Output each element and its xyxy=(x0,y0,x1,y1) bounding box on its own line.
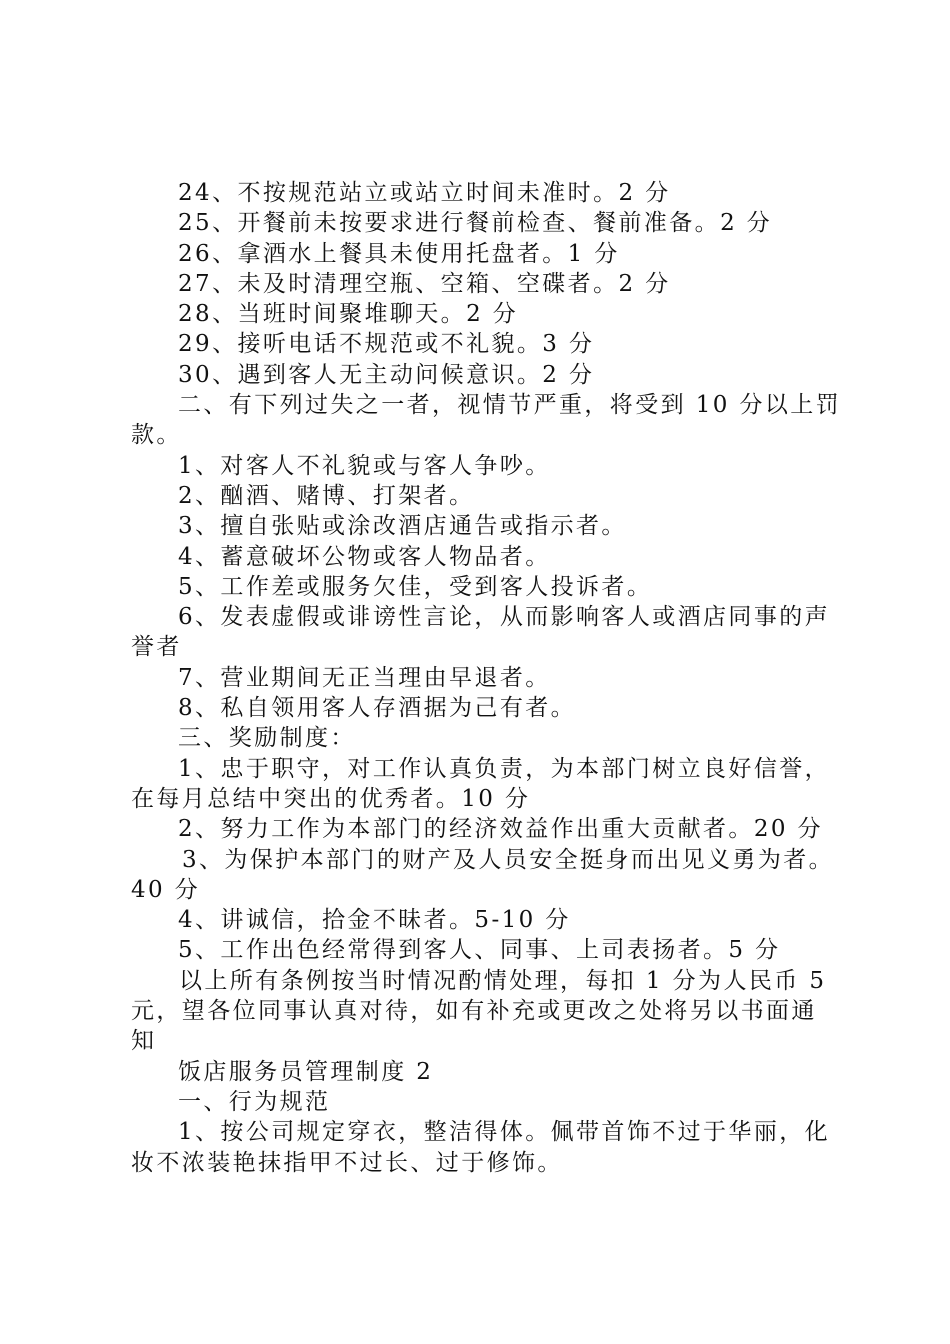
text-line: 6、发表虚假或诽谤性言论，从而影响客人或酒店同事的声 xyxy=(178,604,831,631)
text-line: 5、工作出色经常得到客人、同事、上司表扬者。5 分 xyxy=(178,937,781,964)
text-line: 25、开餐前未按要求进行餐前检查、餐前准备。2 分 xyxy=(178,210,773,237)
document-body xyxy=(131,178,842,1178)
section-heading: 二、有下列过失之一者，视情节严重，将受到 10 分以上罚 xyxy=(178,392,842,419)
text-line: 3、为保护本部门的财产及人员安全挺身而出见义勇为者。 xyxy=(182,846,835,873)
text-line: 40 分 xyxy=(131,876,201,903)
text-line: 5、工作差或服务欠佳，受到客人投诉者。 xyxy=(178,573,653,600)
text-line: 1、按公司规定穿衣，整洁得体。佩带首饰不过于华丽，化 xyxy=(178,1119,831,1146)
text-line: 4、蓄意破坏公物或客人物品者。 xyxy=(178,543,551,570)
text-line: 2、努力工作为本部门的经济效益作出重大贡献者。20 分 xyxy=(178,816,824,843)
text-line: 28、当班时间聚堆聊天。2 分 xyxy=(178,301,519,328)
document-title: 饭店服务员管理制度 2 xyxy=(178,1058,434,1085)
text-line: 30、遇到客人无主动问候意识。2 分 xyxy=(178,361,595,388)
section-heading: 三、奖励制度： xyxy=(178,725,356,752)
text-line: 在每月总结中突出的优秀者。10 分 xyxy=(131,785,531,812)
text-line: 誉者 xyxy=(131,634,182,661)
text-line: 8、私自领用客人存酒据为己有者。 xyxy=(178,695,577,722)
text-line: 24、不按规范站立或站立时间未准时。2 分 xyxy=(178,180,671,206)
text-line: 2、酗酒、赌博、打架者。 xyxy=(178,482,475,509)
text-line: 27、未及时清理空瓶、空箱、空碟者。2 分 xyxy=(178,270,671,297)
text-line: 7、营业期间无正当理由早退者。 xyxy=(178,664,551,691)
text-line: 以上所有条例按当时情况酌情处理，每扣 1 分为人民币 5 xyxy=(179,967,827,994)
text-line: 1、对客人不礼貌或与客人争吵。 xyxy=(178,452,551,479)
text-line: 妆不浓装艳抹指甲不过长、过于修饰。 xyxy=(131,1149,563,1176)
text-line: 26、拿酒水上餐具未使用托盘者。1 分 xyxy=(178,240,620,267)
text-line: 29、接听电话不规范或不礼貌。3 分 xyxy=(178,331,595,358)
text-line: 知 xyxy=(131,1028,157,1055)
section-heading: 一、行为规范 xyxy=(178,1088,331,1115)
text-line: 1、忠于职守，对工作认真负责，为本部门树立良好信誉， xyxy=(178,755,831,782)
text-line: 4、讲诚信，拾金不昧者。5-10 分 xyxy=(178,907,571,934)
text-line: 款。 xyxy=(131,422,182,449)
text-line: 3、擅自张贴或涂改酒店通告或指示者。 xyxy=(178,513,627,540)
text-line: 元，望各位同事认真对待，如有补充或更改之处将另以书面通 xyxy=(131,998,817,1025)
